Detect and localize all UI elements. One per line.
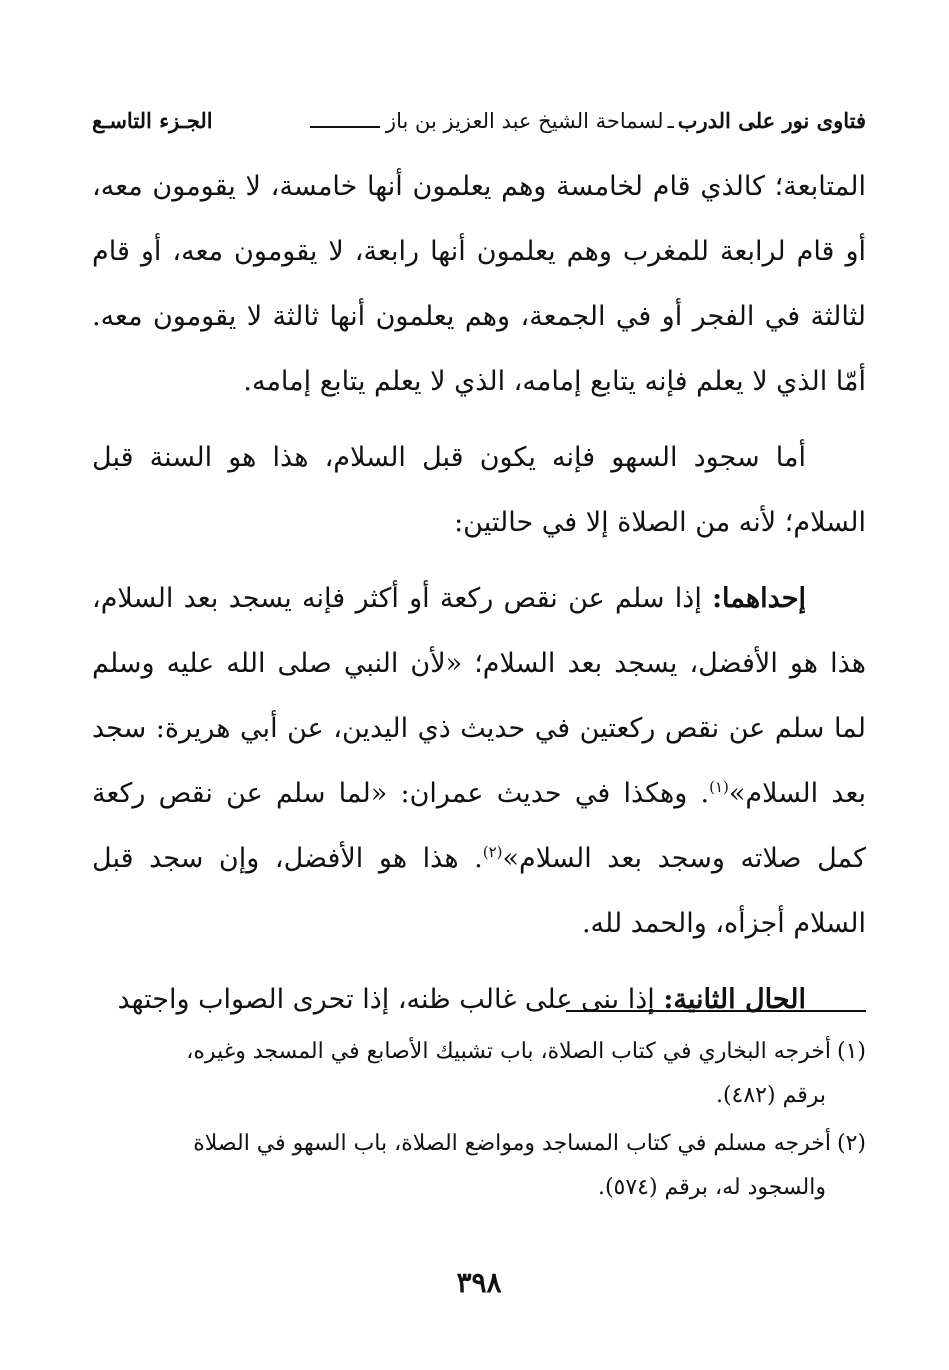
case-one-label: إحداهما: bbox=[712, 583, 806, 614]
footnote-text: أخرجه البخاري في كتاب الصلاة، باب تشبيك الأصابع في المسجد وغيره، bbox=[186, 1039, 831, 1064]
footnotes bbox=[92, 1030, 866, 1214]
book-title: فتاوى نور على الدرب bbox=[677, 108, 866, 133]
footnote-ref-1: (١) bbox=[709, 778, 729, 796]
case-one-text-a: إذا سلم عن نقص ركعة أو أكثر فإنه يسجد بعد السلام، هذا هو الأفضل، يسجد بعد السلام؛ «لأن النبي صلى الله عليه وسلم لما سلم عن نقص ركعتين في حديث ذي اليدين، عن أبي هريرة: سجد بعد السلام» bbox=[92, 583, 866, 809]
footnote-text: أخرجه مسلم في كتاب المساجد ومواضع الصلاة، باب السهو في الصلاة bbox=[193, 1131, 831, 1156]
header-rule bbox=[310, 126, 380, 128]
case-one-text-c: . هذا هو الأفضل، وإن سجد قبل السلام أجزأه، والحمد لله. bbox=[92, 843, 866, 939]
paragraph-2: أما سجود السهو فإنه يكون قبل السلام، هذا هو السنة قبل السلام؛ لأنه من الصلاة إلا في حالتين: bbox=[92, 442, 866, 538]
case-one-text-b: . وهكذا في حديث عمران: «لما سلم عن نقص ركعة كمل صلاته وسجد بعد السلام» bbox=[92, 778, 866, 874]
page-number: ٣٩٨ bbox=[456, 1266, 502, 1299]
header-separator: ـ bbox=[667, 109, 674, 133]
footnote-divider bbox=[566, 1010, 866, 1012]
footnote-1 bbox=[92, 1030, 866, 1118]
footnote-text-continued: والسجود له، برقم (٥٧٤). bbox=[597, 1175, 826, 1200]
footnote-number: (١) bbox=[836, 1039, 866, 1064]
paragraph-4 bbox=[92, 967, 866, 1032]
case-two-text: إذا بنى على غالب ظنه، إذا تحرى الصواب واجتهد bbox=[117, 984, 664, 1015]
footnote-text-continued: برقم (٤٨٢). bbox=[715, 1083, 826, 1108]
header-title-group bbox=[304, 106, 866, 136]
footnote-2 bbox=[92, 1122, 866, 1210]
book-page bbox=[92, 96, 866, 1326]
footnote-ref-2: (٢) bbox=[482, 843, 503, 861]
author-line: لسماحة الشيخ عبد العزيز بن باز bbox=[385, 109, 664, 133]
paragraph-1: المتابعة؛ كالذي قام لخامسة وهم يعلمون أنها خامسة، لا يقومون معه، أو قام لرابعة للمغرب وهم يعلمون أنها رابعة، لا يقومون معه، أو قام لثالثة في الفجر أو في الجمعة، وهم يعلمون أنها ثالثة لا يقومون معه. أمّا الذي لا يعلم فإنه يتابع إمامه، الذي لا يعلم يتابع إمامه. bbox=[92, 171, 866, 397]
main-text bbox=[92, 154, 866, 1043]
footnote-number: (٢) bbox=[836, 1131, 866, 1156]
volume-label: الجـزء التاسـع bbox=[92, 108, 213, 133]
paragraph-3 bbox=[92, 566, 866, 956]
running-header bbox=[92, 96, 866, 136]
case-two-label: الحال الثانية: bbox=[663, 984, 806, 1015]
